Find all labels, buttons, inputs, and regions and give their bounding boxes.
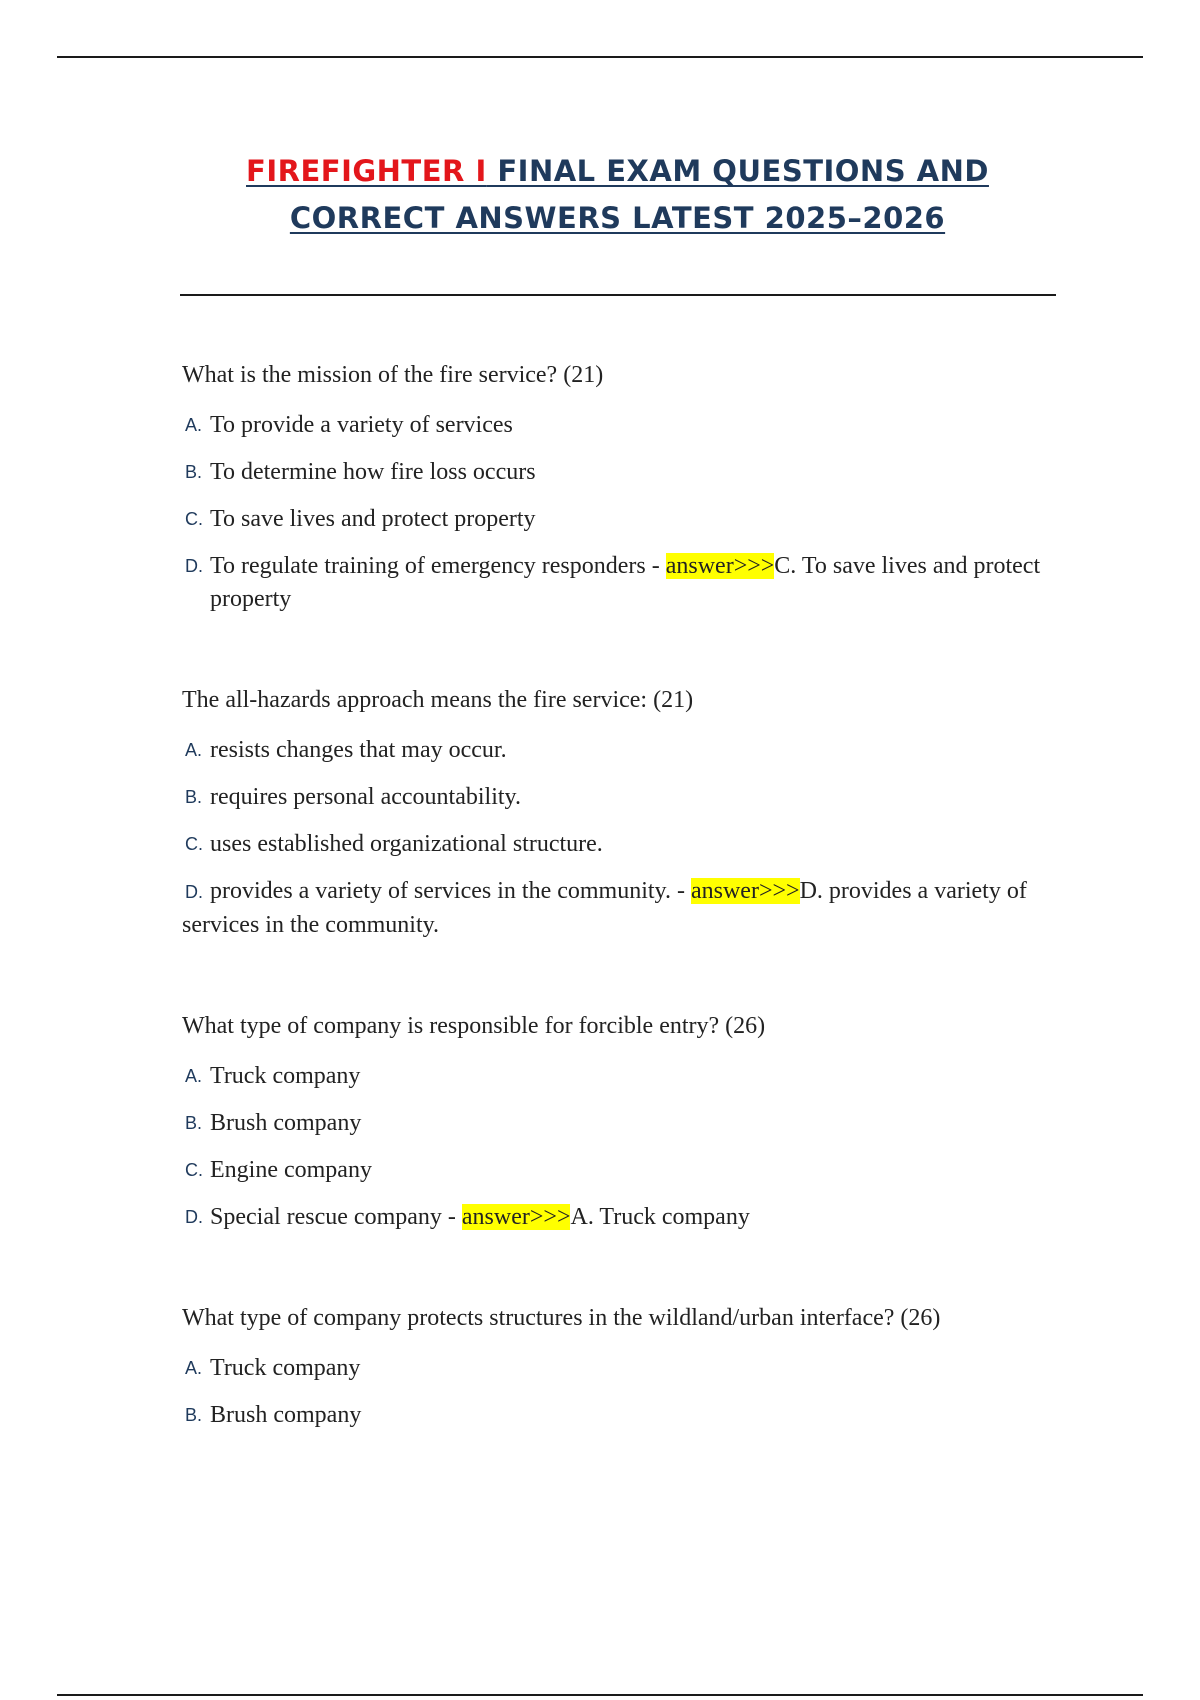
option-letter: D. [185,556,203,576]
option-text: requires personal accountability. [210,784,521,810]
answer-highlight: answer>>> [690,878,800,904]
option-letter: B. [185,462,203,482]
document-title [120,148,1115,242]
option-text: resists changes that may occur. [210,737,507,763]
spacer [182,630,1062,685]
answer-text: C. To save lives and protect property [210,553,1041,612]
question-2 [182,685,1062,942]
option-letter: D. [185,1207,203,1227]
option-text: To regulate training of emergency responders - [210,553,666,579]
option-d [182,875,1062,942]
option-a [182,734,1062,767]
option-c [182,503,1062,536]
option-text: Special rescue company - [210,1204,462,1230]
option-b [182,781,1062,814]
option-c [182,1154,1062,1187]
option-text: Engine company [210,1157,372,1183]
option-letter: C. [185,1160,203,1180]
title-line2: CORRECT ANSWERS LATEST 2025–2026 [289,201,946,235]
option-letter: A. [185,1066,203,1086]
option-d [182,1201,1062,1234]
option-letter: A. [185,740,203,760]
option-letter: A. [185,415,203,435]
question-3 [182,1011,1062,1234]
option-text: To provide a variety of services [210,412,513,438]
option-letter: C. [185,834,203,854]
option-letter: B. [185,787,203,807]
option-b [182,456,1062,489]
option-text: Brush company [210,1402,362,1428]
question-text: The all-hazards approach means the fire service: (21) [182,687,694,713]
answer-text: A. Truck company [570,1204,750,1230]
option-letter: B. [185,1113,203,1133]
option-letter: A. [185,1358,203,1378]
answer-highlight: answer>>> [665,553,775,579]
option-text: Truck company [210,1063,361,1089]
bottom-rule [57,1694,1143,1696]
top-rule [57,56,1143,58]
title-line1: FINAL EXAM QUESTIONS AND [486,154,989,188]
option-text-with-answer [210,550,1062,616]
option-a [182,1060,1062,1093]
option-b [182,1399,1062,1432]
answer-highlight: answer>>> [461,1204,571,1230]
option-text: Brush company [210,1110,362,1136]
question-4 [182,1303,1062,1432]
question-text: What is the mission of the fire service? (21) [182,362,604,388]
spacer [182,956,1062,1011]
option-text: To save lives and protect property [210,506,536,532]
option-letter: B. [185,1405,203,1425]
title-accent: FIREFIGHTER I [246,154,487,188]
option-a [182,1352,1062,1385]
option-text-with-answer [210,1201,1062,1234]
question-text: What type of company is responsible for forcible entry? (26) [182,1013,766,1039]
title-rule [180,294,1056,296]
option-text: uses established organizational structure. [210,831,603,857]
option-text: Truck company [210,1355,361,1381]
option-a [182,409,1062,442]
question-text: What type of company protects structures in the wildland/urban interface? (26) [182,1305,941,1331]
question-1 [182,360,1062,616]
option-letter: D. [185,882,203,902]
option-b [182,1107,1062,1140]
spacer [182,1248,1062,1303]
option-d [182,550,1062,616]
question-list [182,360,1062,1446]
answer-text: D. provides a variety of services in the community. [182,878,1027,938]
option-c [182,828,1062,861]
option-text: To determine how fire loss occurs [210,459,536,485]
option-text: provides a variety of services in the community. - [210,878,691,904]
option-letter: C. [185,509,203,529]
